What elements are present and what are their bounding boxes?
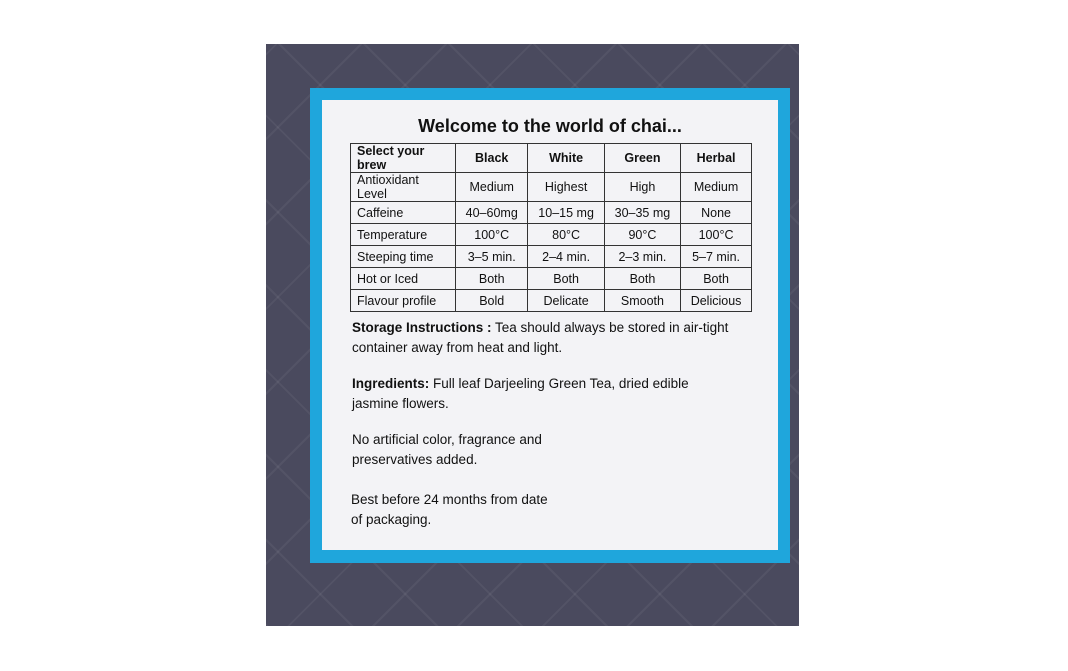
table-row [351,246,752,268]
table-cell: Highest [528,173,604,202]
table-row [351,224,752,246]
table-cell: 3–5 min. [456,246,528,268]
table-cell: 2–4 min. [528,246,604,268]
best-before-note: Best before 24 months from date of packaging. [351,492,548,527]
table-cell: Medium [681,173,752,202]
table-header-cell: Herbal [681,144,752,173]
table-cell: 5–7 min. [681,246,752,268]
row-label-cell: Hot or Iced [351,268,456,290]
table-header-row [351,144,752,173]
table-cell: Delicate [528,290,604,312]
table-row [351,173,752,202]
table-cell: 40–60mg [456,202,528,224]
row-label-cell: Antioxidant Level [351,173,456,202]
storage-label: Storage Instructions : [352,320,492,335]
row-label-cell: Flavour profile [351,290,456,312]
table-row [351,202,752,224]
table-cell: Both [681,268,752,290]
row-label-cell: Temperature [351,224,456,246]
ingredients [352,374,692,414]
table-cell: Medium [456,173,528,202]
table-cell: High [604,173,680,202]
table-cell: Delicious [681,290,752,312]
table-cell: 100°C [681,224,752,246]
table-row [351,268,752,290]
storage-text: Tea should always be stored in air-tight container away from heat and light. [352,320,729,355]
row-label-cell: Steeping time [351,246,456,268]
storage-instructions [352,318,752,358]
table-header-cell: Black [456,144,528,173]
table-header-cell: Green [604,144,680,173]
no-artificial-note: No artificial color, fragrance and preservatives added. [352,432,542,467]
table-cell: Smooth [604,290,680,312]
table-cell: 30–35 mg [604,202,680,224]
table-cell: Both [456,268,528,290]
table-row [351,290,752,312]
table-header-cell: White [528,144,604,173]
table-cell: 10–15 mg [528,202,604,224]
ingredients-text: Full leaf Darjeeling Green Tea, dried edible jasmine flowers. [352,376,689,411]
table-cell: Both [528,268,604,290]
table-cell: None [681,202,752,224]
product-label [322,100,778,550]
ingredients-label: Ingredients: [352,376,430,391]
row-label-cell: Caffeine [351,202,456,224]
table-cell: Bold [456,290,528,312]
table-cell: Both [604,268,680,290]
table-cell: 100°C [456,224,528,246]
table-cell: 80°C [528,224,604,246]
table-cell: 90°C [604,224,680,246]
brew-table [350,143,752,312]
table-header-cell: Select your brew [351,144,456,173]
label-title: Welcome to the world of chai... [418,116,682,136]
table-cell: 2–3 min. [604,246,680,268]
